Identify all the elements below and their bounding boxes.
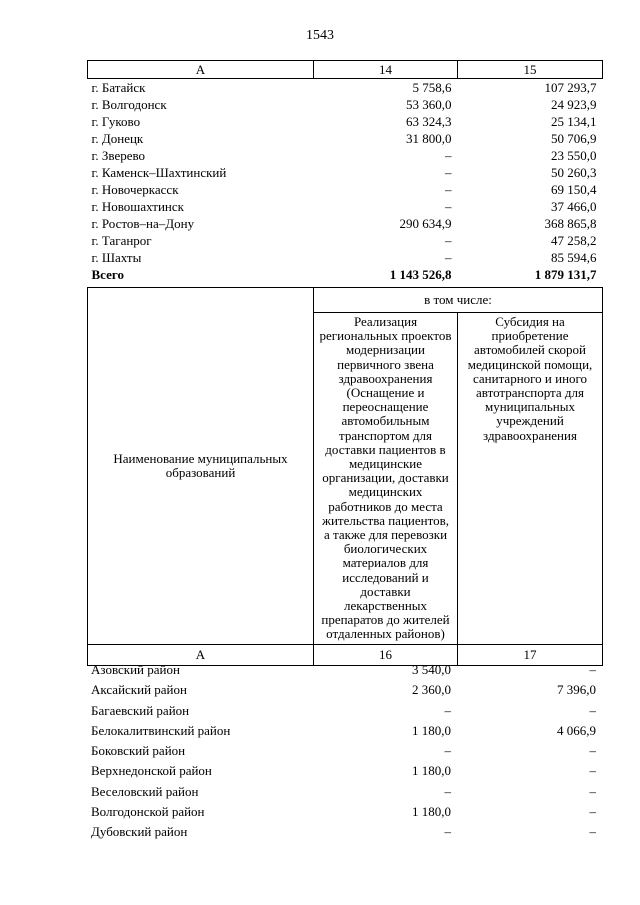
- row-name: г. Новочеркасск: [91, 182, 179, 197]
- header-col-a: А: [88, 61, 314, 79]
- row-name: г. Новошахтинск: [91, 199, 184, 214]
- row-c14: 63 324,3: [406, 114, 452, 129]
- table-row: [87, 802, 602, 822]
- header-num-a: А: [88, 644, 314, 665]
- total-c15: 1 879 131,7: [534, 267, 597, 282]
- row-c16: 2 360,0: [412, 682, 451, 698]
- row-name: Белокалитвинский район: [91, 722, 231, 738]
- row-name: Волгодонской район: [91, 804, 205, 820]
- row-c14: –: [445, 165, 452, 180]
- row-c17: –: [589, 804, 596, 820]
- table-row: [87, 822, 602, 842]
- row-c17: 4 066,9: [557, 722, 596, 738]
- page-number: 1543: [306, 28, 334, 43]
- row-name: Дубовский район: [91, 824, 188, 840]
- row-c15: 85 594,6: [551, 250, 597, 265]
- row-c16: –: [444, 702, 451, 718]
- row-c14: 5 758,6: [412, 80, 452, 95]
- table-bottom: [87, 660, 602, 843]
- row-c14: 53 360,0: [406, 97, 452, 112]
- row-c16: 1 180,0: [412, 722, 451, 738]
- row-c14: 31 800,0: [406, 131, 452, 146]
- row-c15: 47 258,2: [551, 233, 597, 248]
- table-header-block: [87, 287, 603, 666]
- row-c16: –: [444, 783, 451, 799]
- table-bottom-body: [87, 660, 602, 843]
- row-c17: –: [589, 743, 596, 759]
- table-row: [88, 249, 603, 266]
- row-c17: 7 396,0: [557, 682, 596, 698]
- row-name: г. Гуково: [91, 114, 141, 129]
- row-c16: 1 180,0: [412, 804, 451, 820]
- header-row-including: [88, 288, 603, 313]
- row-c17: –: [589, 662, 596, 677]
- header-num-17: 17: [458, 644, 603, 665]
- table-row: [88, 164, 603, 181]
- table-row: [88, 215, 603, 232]
- row-c15: 50 706,9: [551, 131, 597, 146]
- table-top-body: [88, 79, 603, 267]
- header-num-16: 16: [314, 644, 458, 665]
- header-col17-description: Субсидия на приобретение автомобилей скорой медицинской помощи, санитарного и иного автотранспорта для муниципальных учреждений здравоохранения: [458, 313, 603, 645]
- row-name: г. Донецк: [91, 131, 144, 146]
- total-label: Всего: [91, 267, 124, 282]
- table-row: [87, 701, 602, 721]
- row-c15: 50 260,3: [551, 165, 597, 180]
- row-c15: 25 134,1: [551, 114, 597, 129]
- table-row: [88, 130, 603, 147]
- header-including: в том числе:: [314, 288, 603, 313]
- table-row: [87, 660, 602, 680]
- row-c17: –: [589, 783, 596, 799]
- table-row: [87, 680, 602, 700]
- row-name: г. Шахты: [91, 250, 142, 265]
- total-row: [88, 266, 603, 283]
- row-c16: 3 540,0: [412, 662, 451, 677]
- row-c15: 107 293,7: [544, 80, 597, 95]
- header-col16-description: Реализация региональных проектов модернизации первичного звена здравоохранения (Оснащение и переоснащение автомобильным транспортом для доставки пациентов в медицинские организации, доставки медицинских работников до места жительства пациентов, а также для перевозки биологических материалов для исследований и доставки лекарственных препаратов до жителей отдаленных районов): [314, 313, 458, 645]
- table-row: [88, 113, 603, 130]
- table-row: [87, 721, 602, 741]
- row-c15: 37 466,0: [551, 199, 597, 214]
- header-name-column: Наименование муниципальных образований: [88, 288, 314, 645]
- row-c14: –: [445, 233, 452, 248]
- row-name: г. Зверево: [91, 148, 146, 163]
- header-col-15: 15: [458, 61, 603, 79]
- row-name: г. Каменск–Шахтинский: [91, 165, 227, 180]
- row-c17: –: [589, 702, 596, 718]
- table-row: [88, 96, 603, 113]
- total-c14: 1 143 526,8: [389, 267, 452, 282]
- row-name: г. Волгодонск: [91, 97, 167, 112]
- row-name: Багаевский район: [91, 702, 190, 718]
- row-name: Азовский район: [91, 662, 180, 677]
- row-c14: 290 634,9: [399, 216, 452, 231]
- row-c16: –: [444, 743, 451, 759]
- row-name: г. Батайск: [91, 80, 146, 95]
- row-c17: –: [589, 763, 596, 779]
- table-row: [88, 181, 603, 198]
- row-name: Веселовский район: [91, 783, 199, 799]
- row-name: Аксайский район: [91, 682, 187, 698]
- row-c14: –: [445, 250, 452, 265]
- row-c14: –: [445, 148, 452, 163]
- header-col-14: 14: [314, 61, 458, 79]
- row-name: г. Таганрог: [91, 233, 152, 248]
- table-row: [88, 232, 603, 249]
- table-row: [88, 198, 603, 215]
- row-c15: 24 923,9: [551, 97, 597, 112]
- row-c17: –: [589, 824, 596, 840]
- table-top-header: [88, 61, 603, 79]
- row-c15: 69 150,4: [551, 182, 597, 197]
- row-name: г. Ростов–на–Дону: [91, 216, 195, 231]
- table-top: [87, 60, 603, 283]
- table-row: [88, 79, 603, 97]
- row-c15: 368 865,8: [544, 216, 597, 231]
- table-row: [87, 761, 602, 781]
- row-c15: 23 550,0: [551, 148, 597, 163]
- table-row: [87, 741, 602, 761]
- row-c14: –: [445, 199, 452, 214]
- row-c14: –: [445, 182, 452, 197]
- row-name: Боковский район: [91, 743, 186, 759]
- table-row: [88, 147, 603, 164]
- table-row: [87, 782, 602, 802]
- row-name: Верхнедонской район: [91, 763, 212, 779]
- row-c16: 1 180,0: [412, 763, 451, 779]
- row-c16: –: [444, 824, 451, 840]
